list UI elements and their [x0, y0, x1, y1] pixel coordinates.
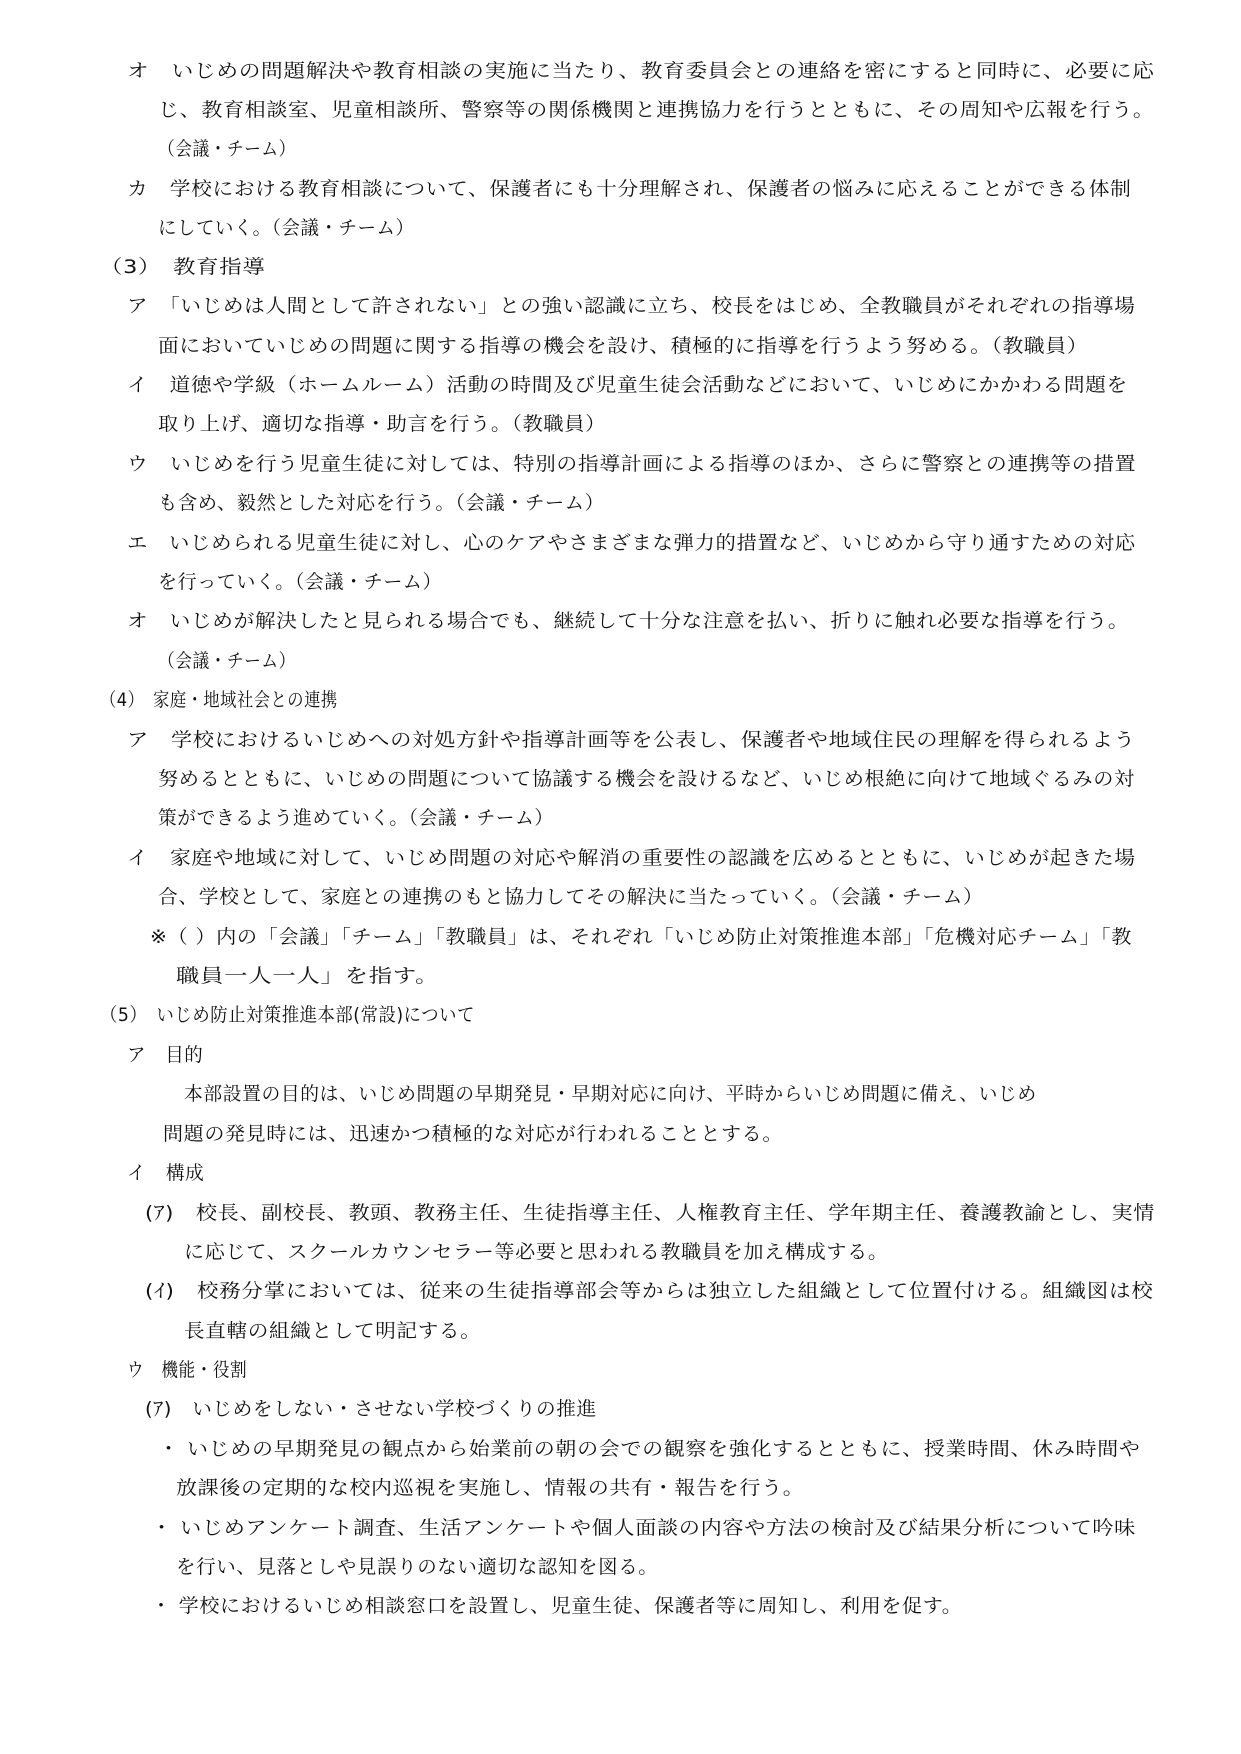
- text-line-28: 問題の発見時には、迅速かつ積極的な対応が行われることとする。: [163, 1123, 784, 1145]
- text-line-26: ア 目的: [127, 1044, 204, 1066]
- text-line-6: （3） 教育指導: [100, 256, 266, 278]
- text-line-31: に応じて、スクールカウンセラー等必要と思われる教職員を加え構成する。: [184, 1241, 889, 1263]
- text-line-29: イ 構成: [127, 1162, 205, 1184]
- text-line-40: ・ 学校におけるいじめ相談窓口を設置し、児童生徒、保護者等に周知し、利用を促す。: [151, 1595, 963, 1617]
- text-line-21: イ 家庭や地域に対して、いじめ問題の対応や解消の重要性の認識を広めるとともに、いじめが起きた場: [127, 847, 1136, 869]
- text-line-34: ウ 機能・役割: [127, 1359, 248, 1381]
- text-line-30: (ｱ) 校長、副校長、教頭、教務主任、生徒指導主任、人権教育主任、学年期主任、養護教諭とし、実情: [145, 1202, 1156, 1224]
- text-line-12: も含め、毅然とした対応を行う。（会議・チーム）: [158, 492, 605, 514]
- text-line-7: ア 「いじめは人間として許されない」との強い認識に立ち、校長をはじめ、全教職員がそれぞれの指導場: [127, 295, 1136, 317]
- text-line-5: にしていく。（会議・チーム）: [158, 217, 415, 239]
- text-line-2: じ、教育相談室、児童相談所、警察等の関係機関と連携協力を行うとともに、その周知や広報を行う。: [158, 99, 1155, 121]
- text-line-38: ・ いじめアンケート調査、生活アンケートや個人面談の内容や方法の検討及び結果分析について吟味: [151, 1517, 1136, 1539]
- text-line-11: ウ いじめを行う児童生徒に対しては、特別の指導計画による指導のほか、さらに警察との連携等の措置: [127, 453, 1137, 475]
- text-line-25: （5） いじめ防止対策推進本部(常設)について: [100, 1004, 475, 1026]
- text-line-14: を行っていく。（会議・チーム）: [158, 571, 443, 593]
- text-line-3: （会議・チーム）: [158, 138, 296, 160]
- text-line-17: （4） 家庭・地域社会との連携: [100, 689, 338, 711]
- text-line-19: 努めるとともに、いじめの問題について協議する機会を設けるなど、いじめ根絶に向けて地域ぐるみの対: [158, 768, 1135, 790]
- text-line-8: 面においていじめの問題に関する指導の機会を設け、積極的に指導を行うよう努める。（教職員）: [158, 335, 1089, 357]
- text-line-9: イ 道徳や学級（ホームルーム）活動の時間及び児童生徒会活動などにおいて、いじめにかかわる問題を: [127, 374, 1128, 396]
- text-line-16: （会議・チーム）: [158, 650, 296, 672]
- text-line-4: カ 学校における教育相談について、保護者にも十分理解され、保護者の悩みに応えることができる体制: [127, 178, 1132, 200]
- text-line-22: 合、学校として、家庭との連携のもと協力してその解決に当たっていく。（会議・チーム）: [158, 886, 984, 908]
- text-line-13: エ いじめられる児童生徒に対し、心のケアやさまざまな弾力的措置など、いじめから守り通すための対応: [127, 532, 1136, 554]
- text-line-23: ※（ ）内の「会議」「チーム」「教職員」は、それぞれ「いじめ防止対策推進本部」「危機対応チーム」「教: [150, 926, 1132, 948]
- text-line-37: 放課後の定期的な校内巡視を実施し、情報の共有・報告を行う。: [176, 1477, 805, 1499]
- text-line-20: 策ができるよう進めていく。（会議・チーム）: [158, 807, 554, 829]
- text-line-18: ア 学校におけるいじめへの対処方針や指導計画等を公表し、保護者や地域住民の理解を得られるよう: [127, 729, 1136, 751]
- text-line-39: を行い、見落としや見誤りのない適切な認知を図る。: [176, 1556, 659, 1578]
- text-line-27: 本部設置の目的は、いじめ問題の早期発見・早期対応に向け、平時からいじめ問題に備え、いじめ: [184, 1083, 1037, 1105]
- text-line-32: (ｲ) 校務分掌においては、従来の生徒指導部会等からは独立した組織として位置付ける。組織図は校: [145, 1280, 1154, 1302]
- text-line-36: ・ いじめの早期発見の観点から始業前の朝の会での観察を強化するとともに、授業時間、休み時間や: [158, 1438, 1141, 1460]
- text-line-35: (ｱ) いじめをしない・させない学校づくりの推進: [145, 1398, 597, 1420]
- text-line-33: 長直轄の組織として明記する。: [184, 1320, 482, 1342]
- text-line-24: 職員一人一人」を指す。: [176, 965, 440, 987]
- text-line-15: オ いじめが解決したと見られる場合でも、継続して十分な注意を払い、折りに触れ必要な指導を行う。: [127, 610, 1130, 632]
- text-line-1: オ いじめの問題解決や教育相談の実施に当たり、教育委員会との連絡を密にすると同時に、必要に応: [127, 60, 1155, 82]
- text-line-10: 取り上げ、適切な指導・助言を行う。（教職員）: [158, 413, 606, 435]
